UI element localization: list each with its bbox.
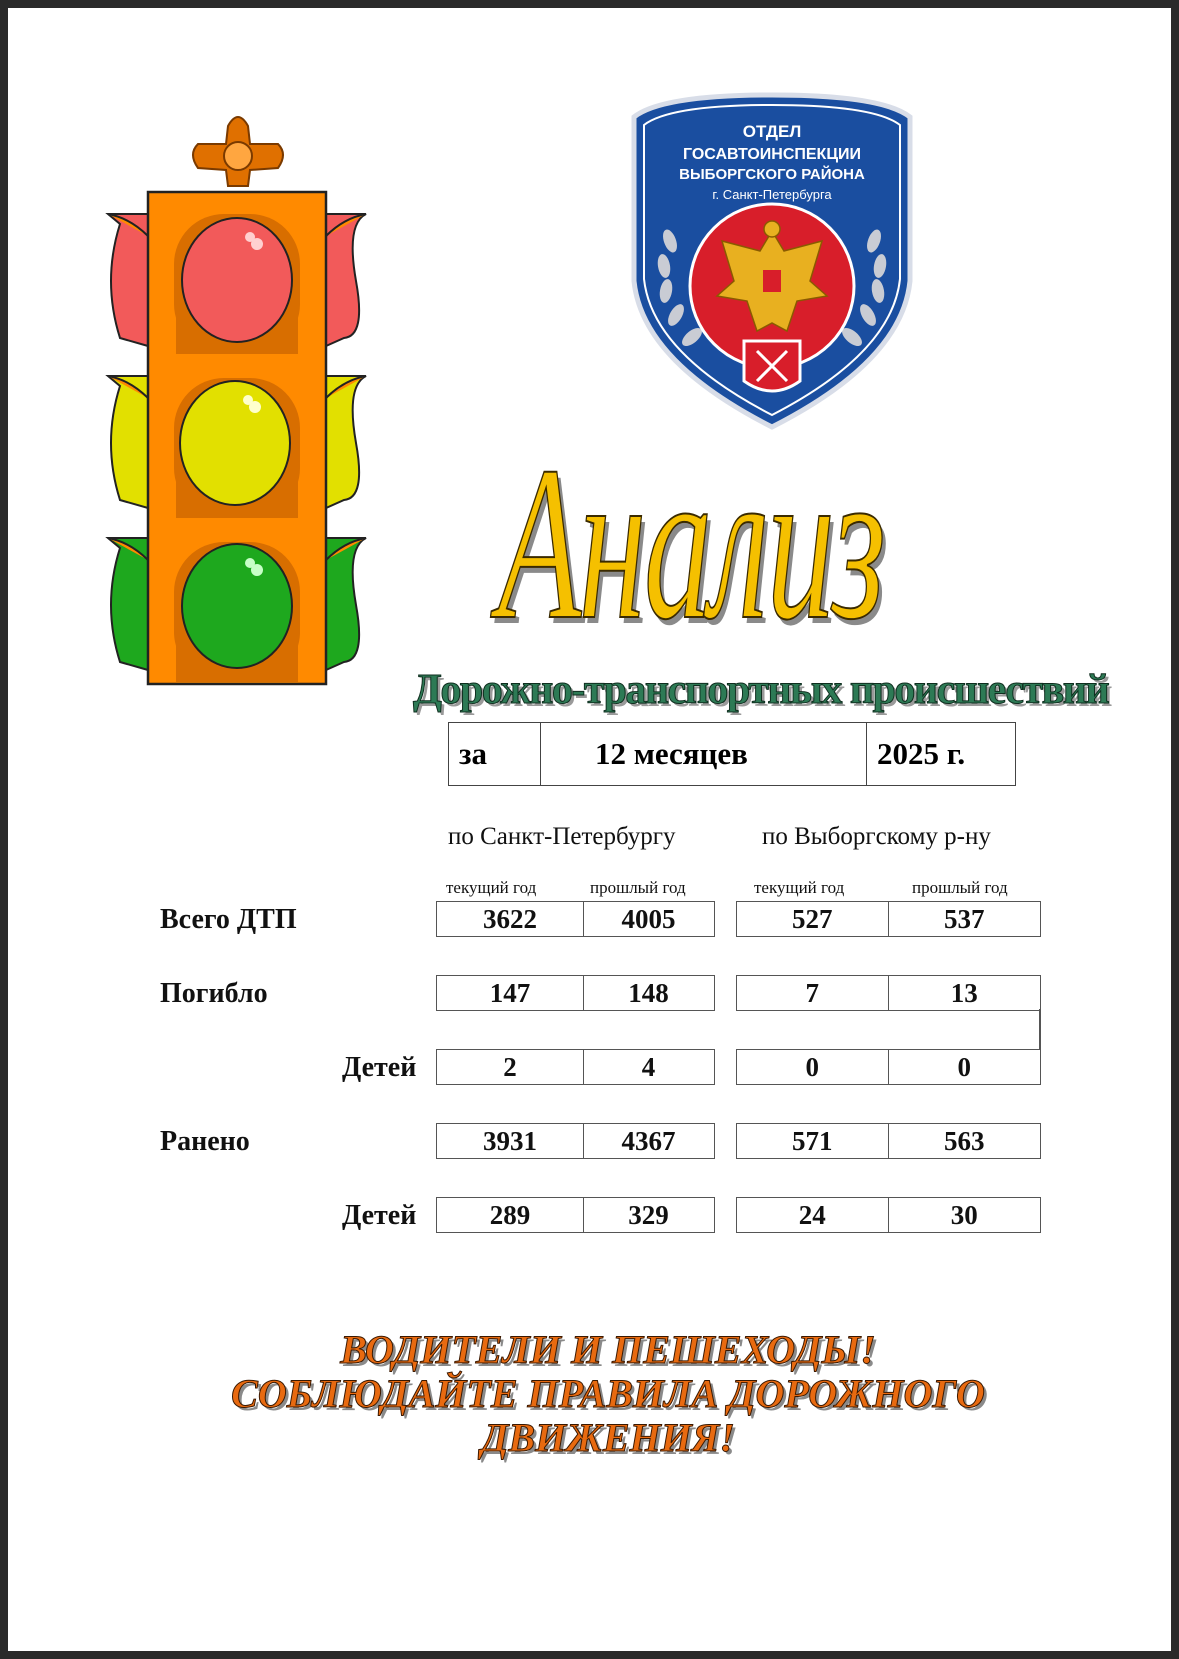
cell-value: 24 [737,1198,889,1232]
cell-value: 147 [437,976,584,1010]
cell-value: 3622 [437,902,584,936]
group-header-vyborg: по Выборгскому р-ну [762,823,991,850]
period-months: 12 месяцев [541,723,867,785]
table-row [436,1197,715,1233]
cell-value: 537 [944,903,985,934]
table-row [736,1123,1041,1159]
row-label-killed-children: Детей [342,1052,417,1083]
cell-value: 527 [737,902,889,936]
document-subtitle: Дорожно-транспортных происшествий [413,667,1109,713]
table-row [736,1049,1041,1085]
period-prefix: за [449,723,541,785]
document-page [8,8,1171,1651]
row-label-injured: Ранено [160,1126,250,1157]
cell-value: 4 [641,1051,656,1082]
cell-value: 289 [437,1198,584,1232]
period-year: 2025 г. [877,736,966,771]
badge-line-3: ВЫБОРГСКОГО РАЙОНА [679,166,865,183]
cell-value: 30 [950,1199,978,1230]
cell-value: 563 [944,1125,985,1156]
slogan-line-2: СОБЛЮДАЙТЕ ПРАВИЛА ДОРОЖНОГО [231,1371,985,1416]
row-label-injured-children: Детей [342,1200,417,1231]
table-row [736,1197,1041,1233]
cell-value: 2 [437,1050,584,1084]
traffic-light-illustration [100,106,390,726]
subheader-spb-previous: прошлый год [590,878,686,897]
table-divider [1039,1009,1041,1049]
red-signal [182,218,292,342]
cell-value: 13 [950,977,978,1008]
subheader-vyb-previous: прошлый год [912,878,1008,897]
badge-line-1: ОТДЕЛ [742,122,802,141]
table-row [436,1049,715,1085]
cell-value: 4005 [621,903,676,934]
traffic-police-badge [622,91,922,431]
badge-line-2: ГОСАВТОИНСПЕКЦИИ [682,146,862,163]
cell-value: 0 [737,1050,889,1084]
document-title: Анализ [498,421,884,665]
cell-value: 7 [737,976,889,1010]
table-row [736,901,1041,937]
safety-slogan [158,1328,1058,1460]
row-label-killed: Погибло [160,978,268,1009]
period-box [448,722,1016,786]
cell-value: 329 [628,1199,669,1230]
cell-value: 4367 [621,1125,676,1156]
yellow-signal [180,381,290,505]
green-signal [182,544,292,668]
group-header-spb: по Санкт-Петербургу [448,823,676,850]
badge-line-4: г. Санкт-Петербурга [712,187,832,202]
table-row [436,975,715,1011]
cell-value: 148 [628,977,669,1008]
row-label-total: Всего ДТП [160,904,297,935]
slogan-line-1: ВОДИТЕЛИ И ПЕШЕХОДЫ! [340,1327,876,1372]
table-row [436,901,715,937]
cell-value: 3931 [437,1124,584,1158]
subheader-spb-current: текущий год [446,878,537,897]
cell-value: 571 [737,1124,889,1158]
cell-value: 0 [957,1051,971,1082]
slogan-line-3: ДВИЖЕНИЯ! [481,1415,735,1460]
table-row [436,1123,715,1159]
subheader-vyb-current: текущий год [754,878,845,897]
table-row [736,975,1041,1011]
